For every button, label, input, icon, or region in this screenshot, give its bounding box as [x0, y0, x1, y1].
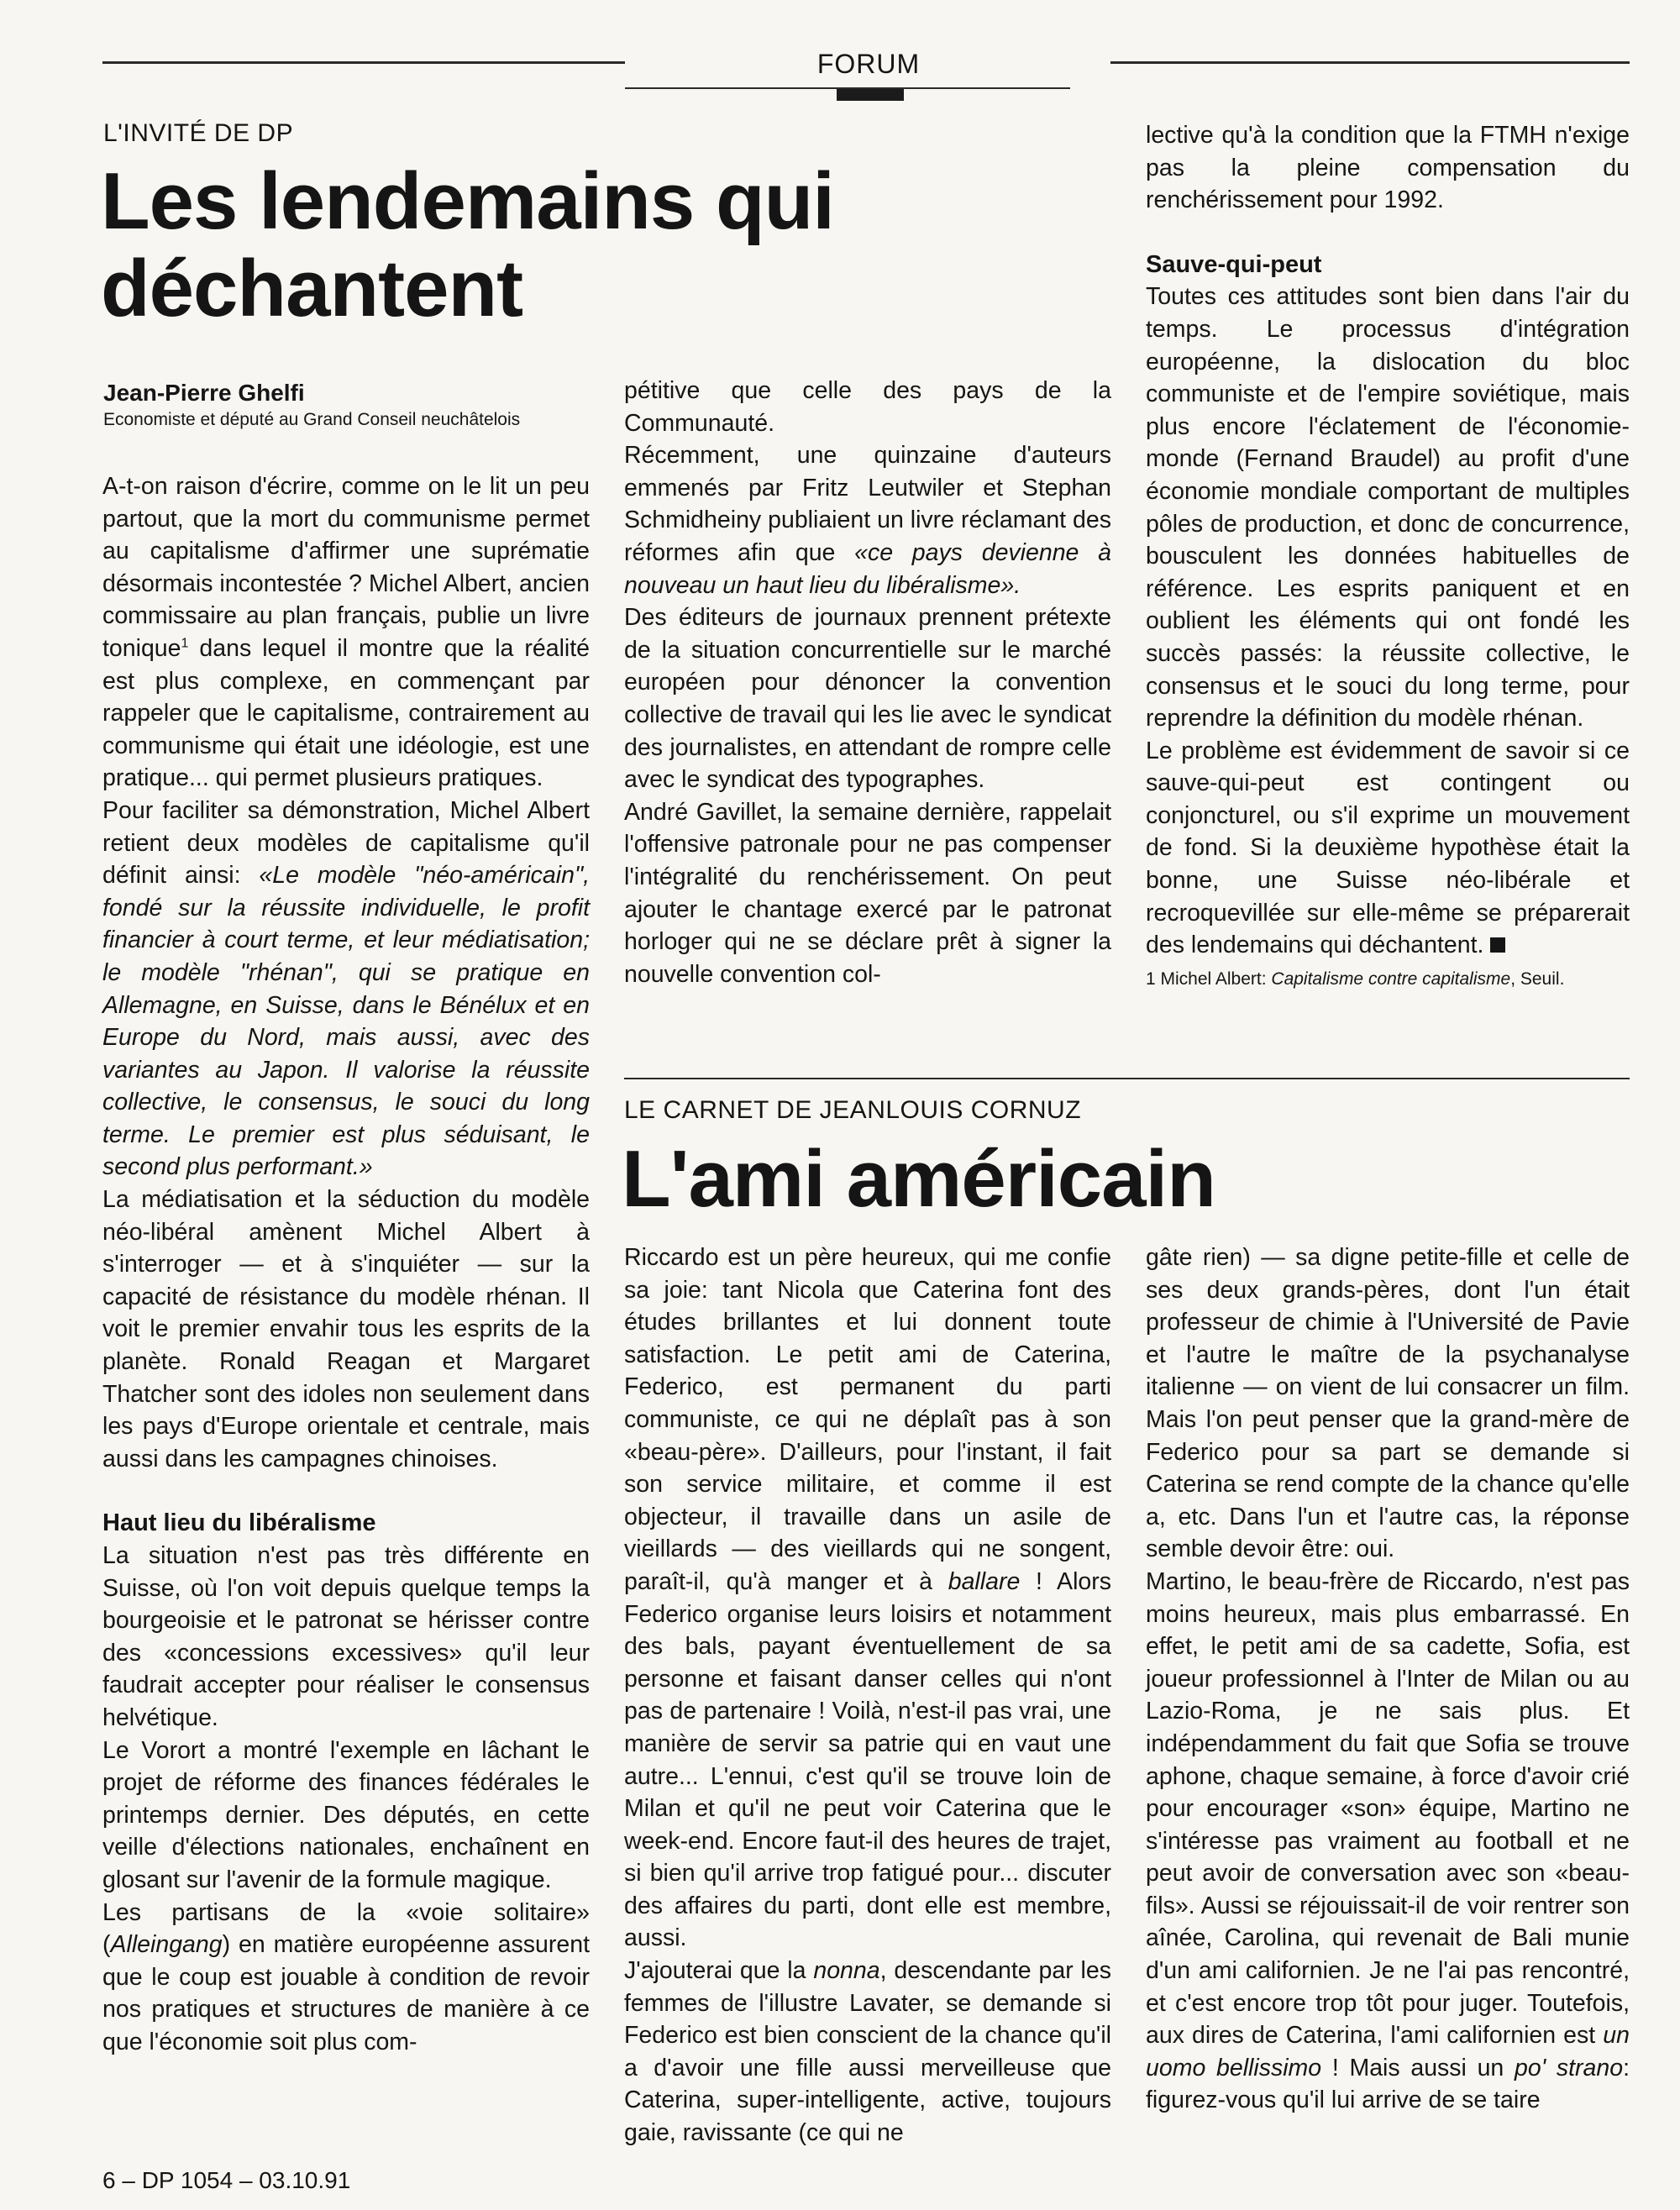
paragraph: Des éditeurs de journaux prennent prétexte de la situation concurrentielle sur le marché européen pour dénoncer la convention collective de travail qui les lie avec le syndicat des journalistes, en attendant de rompre celle avec le syndicat des typographes.	[624, 604, 1111, 794]
article1-column-1	[102, 470, 590, 2059]
text: 1 Michel Albert:	[1146, 969, 1272, 989]
paragraph	[102, 470, 590, 795]
text: dans lequel il montre que la réalité est plus complexe, en commençant par rappeler que le capitalisme, contrairement au communisme qui était une idéologie, est une pratique... qui permet plusieurs pratiques.	[102, 634, 590, 792]
text: ) en matière européenne assurent que le coup est jouable à condition de revoir nos pratiques et structures de manière à ce que l'économie soit plus com-	[102, 1931, 590, 2055]
quote: «ce pays devienne à nouveau un haut lieu du libéralisme».	[624, 538, 1111, 599]
quote: «Le modèle "néo-américain", fondé sur la réussite individuelle, le profit financier à court terme, et leur médiatisation; le modèle "rhénan", qui se pratique en Allemagne, en Suisse, dans le Bénélux et en Europe du Nord, mais aussi, avec des variantes au Japon. Il valorise la réussite collective, le consensus, le souci du long terme. Le premier est plus séduisant, le second plus performant.»	[102, 862, 590, 1181]
article2-column-2	[1146, 1241, 1630, 2117]
paragraph	[102, 795, 590, 1184]
section-tab-marker	[837, 89, 904, 101]
article1-author: Jean-Pierre Ghelfi	[103, 380, 305, 406]
footnote	[1146, 969, 1630, 990]
footnote-ref: 1	[181, 636, 189, 651]
subheading-sauve-qui-peut: Sauve-qui-peut	[1146, 250, 1322, 278]
emphasis: Alleingang	[110, 1931, 223, 1959]
article1-title-line1: Les lendemains qui	[101, 156, 834, 246]
end-of-article-square	[1490, 937, 1505, 953]
text: Riccardo est un père heureux, qui me confie sa joie: tant Nicola que Caterina font des études brillantes et lui donnent toute satisfaction. Le petit ami de Caterina, Federico, est permanent du parti communiste, ce qui ne déplaît pas à son «beau-père». D'ailleurs, pour l'instant, il fait son service militaire, et comme il est objecteur, il travaille dans un asile de vieillards — des vieillards qui ne songent, paraît-il, qu'à manger et à	[624, 1244, 1111, 1595]
subheading-haut-lieu: Haut lieu du libéralisme	[102, 1509, 376, 1537]
paragraph: pétitive que celle des pays de la Communauté.	[624, 377, 1111, 437]
article1-kicker: L'INVITÉ DE DP	[103, 119, 294, 147]
emphasis: po' strano	[1515, 2054, 1624, 2081]
text: , Seuil.	[1510, 969, 1565, 989]
page-folio: 6 – DP 1054 – 03.10.91	[102, 2167, 351, 2193]
paragraph: André Gavillet, la semaine dernière, rappelait l'offensive patronale pour ne pas compenser l'intégralité du renchérissement. On peut ajouter le chantage exercé par le patronat horloger qui ne se déclare prêt à signer la nouvelle convention col-	[624, 798, 1111, 988]
article-divider-rule	[624, 1078, 1630, 1079]
section-label-forum: FORUM	[816, 49, 921, 79]
emphasis: ballare	[948, 1567, 1021, 1595]
top-rule-left	[102, 61, 625, 64]
paragraph: La médiatisation et la séduction du modèle néo-libéral amènent Michel Albert à s'interroger — et à s'inquiéter — sur la capacité de résistance du modèle rhénan. Il voit le premier envahir tous les esprits de la planète. Ronald Reagan et Margaret Thatcher sont des idoles non seulement dans les pays d'Europe orientale et centrale, mais aussi dans les campagnes chinoises.	[102, 1186, 590, 1472]
article2-title: L'ami américain	[622, 1134, 1215, 1224]
paragraph	[1146, 735, 1630, 962]
text: Pour faciliter sa démonstration, Michel Albert retient deux modèles de capitalisme qu'il définit ainsi:	[102, 796, 590, 890]
text: ! Alors Federico organise leurs loisirs et notamment des bals, payant éventuellement de sa personne et faisant danser celles qui n'ont pas de partenaire ! Voilà, n'est-il pas vrai, une manière de servir sa patrie qui en vaut une autre... L'ennui, c'est qu'il se trouve loin de Milan et qu'il ne peut voir Caterina que le week-end. Encore faut-il des heures de trajet, si bien qu'il arrive trop fatigué pour... discuter des affaires du parti, dont elle est membre, aussi.	[624, 1567, 1111, 1952]
text: ! Mais aussi un	[1321, 2054, 1515, 2081]
paragraph: Toutes ces attitudes sont bien dans l'air du temps. Le processus d'intégration européenne, la dislocation du bloc communiste et de l'empire soviétique, mais plus encore l'éclatement de l'économie-monde (Fernand Braudel) au profit d'une économie mondiale comportant de multiples pôles de production, et donc de concurrence, bousculent les données habituelles de référence. Les esprits paniquent et en oublient les éléments qui ont fondé les succès passés: la réussite collective, le consensus et le souci du long terme, pour reprendre la définition du modèle rhénan.	[1146, 283, 1630, 732]
text: Le problème est évidemment de savoir si ce sauve-qui-peut est contingent ou conjoncturel, ou s'il exprime un mouvement de fond. Si la deuxième hypothèse était la bonne, une Suisse néo-libérale et recroquevillée sur elle-même se préparerait des lendemains qui déchantent.	[1146, 737, 1630, 959]
text: , descendante par les femmes de l'illustre Lavater, se demande si Federico est bien conscient de la chance qu'il a d'avoir une fille aussi merveilleuse que Caterina, super-intelligente, active, toujours gaie, ravissante (ce qui ne	[624, 1957, 1111, 2147]
text: J'ajouterai que la	[624, 1957, 814, 1985]
paragraph: gâte rien) — sa digne petite-fille et celle de ses deux grands-pères, dont l'un était professeur de chimie à l'Université de Pavie et l'autre le maître de la psychanalyse italienne — on vient de lui consacrer un film. Mais l'on peut penser que la grand-mère de Federico pour sa part se demande si Caterina se rend compte de la chance qu'elle a, etc. Dans l'un et l'autre cas, la réponse semble devoir être: oui.	[1146, 1244, 1630, 1563]
book-title: Capitalisme contre capitalisme	[1271, 969, 1511, 989]
text: : figurez-vous qu'il lui arrive de se taire	[1146, 2054, 1630, 2114]
top-rule-right	[1110, 61, 1630, 64]
article1-column-2	[624, 375, 1111, 990]
paragraph	[624, 1241, 1111, 1955]
article2-kicker: LE CARNET DE JEANLOUIS CORNUZ	[624, 1096, 1082, 1124]
text: Les partisans de la «voie solitaire» (	[102, 1898, 590, 1959]
paragraph	[624, 1955, 1111, 2150]
text: Récemment, une quinzaine d'auteurs emmenés par Fritz Leutwiler et Stephan Schmidheiny publiaient un livre réclamant des réformes afin que	[624, 442, 1111, 566]
article1-column-3	[1146, 119, 1630, 990]
emphasis: un uomo bellissimo	[1146, 2022, 1630, 2081]
paragraph: Le Vorort a montré l'exemple en lâchant le projet de réforme des finances fédérales le printemps dernier. Des députés, en cette veille d'élections nationales, enchaînent en glosant sur l'avenir de la formule magique.	[102, 1736, 590, 1893]
text: A-t-on raison d'écrire, comme on le lit un peu partout, que la mort du communisme permet au capitalisme d'affirmer une suprématie désormais incontestée ? Michel Albert, ancien commissaire au plan français, publie un livre tonique	[102, 473, 590, 662]
paragraph	[624, 439, 1111, 601]
paragraph	[102, 1897, 590, 2059]
emphasis: nonna	[813, 1957, 880, 1985]
article1-title-line2: déchantent	[101, 244, 523, 333]
paragraph	[1146, 1566, 1630, 2117]
article1-author-role: Economiste et député au Grand Conseil neuchâtelois	[103, 410, 521, 429]
text: Martino, le beau-frère de Riccardo, n'est pas moins heureux, mais plus embarrassé. En effet, le petit ami de sa cadette, Sofia, est joueur professionnel à l'Inter de Milan ou au Lazio-Roma, je ne sais plus. Et indépendamment du fait que Sofia se trouve aphone, chaque semaine, à force d'avoir crié pour encourager «son» équipe, Martino ne s'intéresse pas vraiment au football et ne peut avoir de conversation avec son «beau-fils». Aussi se réjouissait-il de voir rentrer son aînée, Carolina, qui revenait de Bali munie d'un ami californien. Je ne l'ai pas rencontré, et c'est encore trop tôt pour juger. Toutefois, aux dires de Caterina, l'ami californien est	[1146, 1567, 1630, 2050]
paragraph: La situation n'est pas très différente en Suisse, où l'on voit depuis quelque temps la bourgeoisie et le patronat se hérisser contre des «concessions excessives» qu'il leur faudrait accepter pour réaliser le consensus helvétique.	[102, 1542, 590, 1731]
article2-column-1	[624, 1241, 1111, 2150]
paragraph: lective qu'à la condition que la FTMH n'exige pas la pleine compensation du renchérissement pour 1992.	[1146, 122, 1630, 214]
